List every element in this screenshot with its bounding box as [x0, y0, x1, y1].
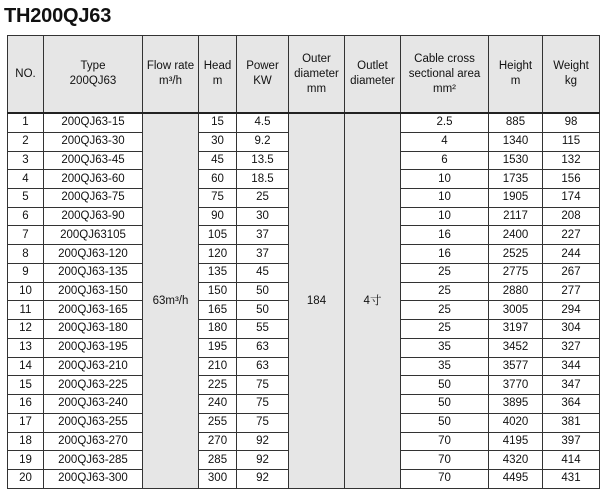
cell-cable-area: 50: [401, 395, 489, 414]
cell-type: 200QJ63-240: [44, 395, 143, 414]
cell-weight: 414: [543, 451, 600, 470]
cell-height: 1735: [489, 170, 543, 189]
cell-no: 7: [8, 226, 44, 245]
header-outlet-diameter: Outlet diameter: [345, 36, 401, 114]
cell-head: 270: [199, 432, 237, 451]
cell-height: 885: [489, 113, 543, 132]
header-row: [8, 36, 600, 114]
cell-type: 200QJ63-180: [44, 320, 143, 339]
header-flow-rate: Flow rate m³/h: [143, 36, 199, 114]
cell-no: 13: [8, 338, 44, 357]
cell-head: 150: [199, 282, 237, 301]
cell-weight: 267: [543, 263, 600, 282]
cell-power: 75: [237, 413, 289, 432]
cell-weight: 156: [543, 170, 600, 189]
cell-weight: 304: [543, 320, 600, 339]
cell-outer-diameter: 184: [289, 113, 345, 489]
cell-weight: 244: [543, 245, 600, 264]
cell-type: 200QJ63-285: [44, 451, 143, 470]
cell-head: 90: [199, 207, 237, 226]
cell-no: 20: [8, 469, 44, 488]
cell-height: 2525: [489, 245, 543, 264]
cell-head: 255: [199, 413, 237, 432]
cell-height: 3197: [489, 320, 543, 339]
cell-head: 30: [199, 132, 237, 151]
header-power: Power KW: [237, 36, 289, 114]
cell-type: 200QJ63-165: [44, 301, 143, 320]
cell-weight: 381: [543, 413, 600, 432]
cell-power: 55: [237, 320, 289, 339]
cell-no: 18: [8, 432, 44, 451]
page-title: TH200QJ63: [4, 5, 112, 27]
cell-cable-area: 70: [401, 469, 489, 488]
cell-power: 9.2: [237, 132, 289, 151]
cell-no: 3: [8, 151, 44, 170]
cell-height: 1530: [489, 151, 543, 170]
cell-height: 4495: [489, 469, 543, 488]
cell-no: 19: [8, 451, 44, 470]
cell-no: 11: [8, 301, 44, 320]
cell-height: 1905: [489, 188, 543, 207]
cell-power: 13.5: [237, 151, 289, 170]
cell-cable-area: 50: [401, 413, 489, 432]
cell-power: 37: [237, 245, 289, 264]
cell-head: 210: [199, 357, 237, 376]
header-no: NO.: [8, 36, 44, 114]
cell-cable-area: 10: [401, 188, 489, 207]
cell-height: 3770: [489, 376, 543, 395]
cell-power: 45: [237, 263, 289, 282]
cell-no: 15: [8, 376, 44, 395]
cell-type: 200QJ63-225: [44, 376, 143, 395]
cell-power: 37: [237, 226, 289, 245]
table-body: [8, 113, 600, 489]
header-cable-area: Cable cross sectional area mm²: [401, 36, 489, 114]
cell-height: 4320: [489, 451, 543, 470]
cell-head: 45: [199, 151, 237, 170]
cell-power: 92: [237, 432, 289, 451]
cell-type: 200QJ63-135: [44, 263, 143, 282]
cell-cable-area: 16: [401, 226, 489, 245]
cell-no: 17: [8, 413, 44, 432]
cell-type: 200QJ63-30: [44, 132, 143, 151]
cell-cable-area: 25: [401, 301, 489, 320]
cell-height: 4195: [489, 432, 543, 451]
cell-height: 2775: [489, 263, 543, 282]
cell-cable-area: 25: [401, 263, 489, 282]
cell-no: 9: [8, 263, 44, 282]
spec-table: [7, 35, 600, 489]
cell-no: 4: [8, 170, 44, 189]
cell-height: 3895: [489, 395, 543, 414]
cell-weight: 431: [543, 469, 600, 488]
cell-height: 2880: [489, 282, 543, 301]
cell-weight: 294: [543, 301, 600, 320]
cell-type: 200QJ63-75: [44, 188, 143, 207]
cell-cable-area: 70: [401, 432, 489, 451]
cell-height: 2117: [489, 207, 543, 226]
cell-head: 225: [199, 376, 237, 395]
header-type: Type 200QJ63: [44, 36, 143, 114]
cell-power: 92: [237, 469, 289, 488]
cell-head: 285: [199, 451, 237, 470]
cell-cable-area: 16: [401, 245, 489, 264]
cell-weight: 115: [543, 132, 600, 151]
cell-type: 200QJ63105: [44, 226, 143, 245]
cell-weight: 227: [543, 226, 600, 245]
cell-power: 30: [237, 207, 289, 226]
cell-type: 200QJ63-255: [44, 413, 143, 432]
cell-no: 1: [8, 113, 44, 132]
header-head: Head m: [199, 36, 237, 114]
cell-weight: 208: [543, 207, 600, 226]
cell-head: 120: [199, 245, 237, 264]
cell-head: 180: [199, 320, 237, 339]
header-outer-diameter: Outer diameter mm: [289, 36, 345, 114]
cell-no: 14: [8, 357, 44, 376]
cell-height: 3005: [489, 301, 543, 320]
cell-head: 75: [199, 188, 237, 207]
cell-height: 3452: [489, 338, 543, 357]
cell-weight: 174: [543, 188, 600, 207]
cell-type: 200QJ63-45: [44, 151, 143, 170]
cell-type: 200QJ63-120: [44, 245, 143, 264]
cell-head: 300: [199, 469, 237, 488]
cell-weight: 364: [543, 395, 600, 414]
cell-power: 63: [237, 357, 289, 376]
cell-no: 10: [8, 282, 44, 301]
cell-no: 12: [8, 320, 44, 339]
cell-no: 5: [8, 188, 44, 207]
cell-head: 195: [199, 338, 237, 357]
cell-type: 200QJ63-300: [44, 469, 143, 488]
cell-head: 135: [199, 263, 237, 282]
cell-type: 200QJ63-15: [44, 113, 143, 132]
cell-type: 200QJ63-150: [44, 282, 143, 301]
cell-power: 63: [237, 338, 289, 357]
cell-type: 200QJ63-60: [44, 170, 143, 189]
cell-weight: 327: [543, 338, 600, 357]
cell-no: 8: [8, 245, 44, 264]
cell-power: 18.5: [237, 170, 289, 189]
cell-power: 4.5: [237, 113, 289, 132]
cell-cable-area: 70: [401, 451, 489, 470]
cell-cable-area: 35: [401, 357, 489, 376]
cell-cable-area: 6: [401, 151, 489, 170]
cell-no: 6: [8, 207, 44, 226]
cell-power: 25: [237, 188, 289, 207]
cell-head: 105: [199, 226, 237, 245]
cell-height: 1340: [489, 132, 543, 151]
cell-cable-area: 4: [401, 132, 489, 151]
cell-cable-area: 10: [401, 207, 489, 226]
cell-height: 2400: [489, 226, 543, 245]
header-weight: Weight kg: [543, 36, 600, 114]
cell-cable-area: 50: [401, 376, 489, 395]
cell-weight: 132: [543, 151, 600, 170]
cell-weight: 344: [543, 357, 600, 376]
cell-outlet-diameter: 4寸: [345, 113, 401, 489]
cell-cable-area: 25: [401, 282, 489, 301]
cell-power: 75: [237, 395, 289, 414]
cell-type: 200QJ63-210: [44, 357, 143, 376]
cell-no: 16: [8, 395, 44, 414]
cell-no: 2: [8, 132, 44, 151]
cell-power: 92: [237, 451, 289, 470]
cell-head: 15: [199, 113, 237, 132]
cell-weight: 397: [543, 432, 600, 451]
cell-flow-rate: 63m³/h: [143, 113, 199, 489]
cell-power: 50: [237, 301, 289, 320]
cell-height: 4020: [489, 413, 543, 432]
cell-type: 200QJ63-90: [44, 207, 143, 226]
cell-head: 165: [199, 301, 237, 320]
cell-cable-area: 10: [401, 170, 489, 189]
cell-weight: 98: [543, 113, 600, 132]
cell-head: 240: [199, 395, 237, 414]
cell-height: 3577: [489, 357, 543, 376]
cell-weight: 347: [543, 376, 600, 395]
header-height: Height m: [489, 36, 543, 114]
cell-type: 200QJ63-195: [44, 338, 143, 357]
cell-cable-area: 2.5: [401, 113, 489, 132]
table-row: [8, 113, 600, 132]
cell-head: 60: [199, 170, 237, 189]
cell-power: 75: [237, 376, 289, 395]
cell-type: 200QJ63-270: [44, 432, 143, 451]
cell-cable-area: 35: [401, 338, 489, 357]
cell-cable-area: 25: [401, 320, 489, 339]
cell-weight: 277: [543, 282, 600, 301]
cell-power: 50: [237, 282, 289, 301]
